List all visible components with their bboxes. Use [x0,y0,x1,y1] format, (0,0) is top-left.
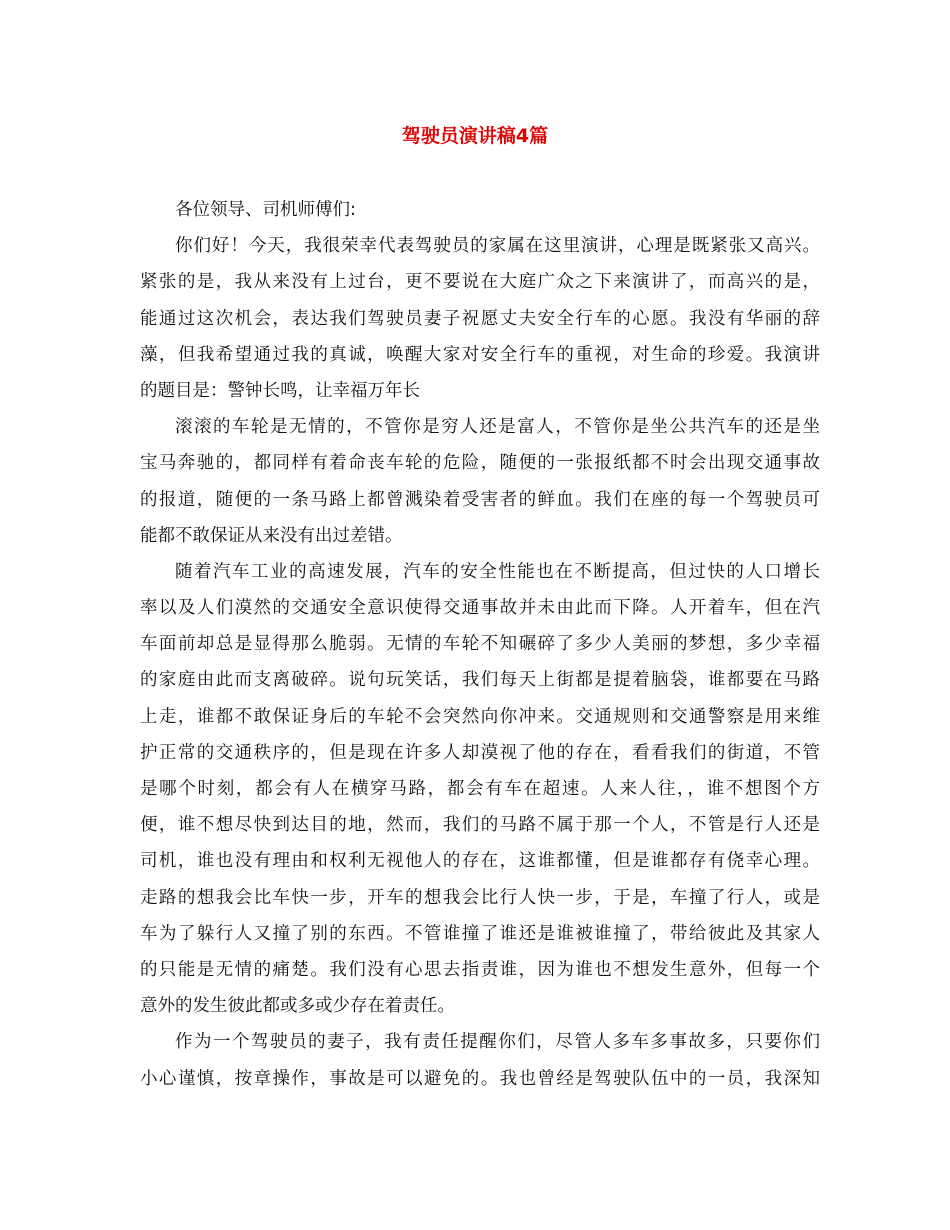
text-line: 车面前却总是显得那么脆弱。无情的车轮不知碾碎了多少人美丽的梦想，多少幸福 [140,634,820,655]
text-line: 能都不敢保证从来没有出过差错。 [140,525,403,546]
text-line: 护正常的交通秩序的，但是现在许多人却漠视了他的存在，看看我们的街道，不管 [140,742,820,763]
text-line: 作为一个驾驶员的妻子，我有责任提醒你们，尽管人多车多事故多，只要你们 [175,1032,820,1053]
text-line: 的报道，随便的一条马路上都曾溅染着受害者的鲜血。我们在座的每一个驾驶员可 [140,489,820,510]
text-line: 的只能是无情的痛楚。我们没有心思去指责谁，因为谁也不想发生意外，但每一个 [140,959,820,980]
text-line: 藻，但我希望通过我的真诚，唤醒大家对安全行车的重视，对生命的珍爱。我演讲 [140,344,820,365]
text-line: 宝马奔驰的，都同样有着命丧车轮的危险，随便的一张报纸都不时会出现交通事故 [140,453,820,474]
text-line: 走路的想我会比车快一步，开车的想我会比行人快一步，于是，车撞了行人，或是 [140,887,820,908]
text-line: 司机，谁也没有理由和权利无视他人的存在，这谁都懂，但是谁都存有侥幸心理。 [140,851,820,872]
document-body [140,192,820,1097]
text-line: 便，谁不想尽快到达目的地，然而，我们的马路不属于那一个人，不管是行人还是 [140,815,820,836]
text-line: 上走，谁都不敢保证身后的车轮不会突然向你冲来。交通规则和交通警察是用来维 [140,706,820,727]
document-title: 驾驶员演讲稿4篇 [401,125,549,147]
text-line: 随着汽车工业的高速发展，汽车的安全性能也在不断提高，但过快的人口增长 [175,561,820,582]
text-line: 车为了躲行人又撞了别的东西。不管谁撞了谁还是谁被谁撞了，带给彼此及其家人 [140,923,820,944]
text-line: 滚滚的车轮是无情的，不管你是穷人还是富人，不管你是坐公共汽车的还是坐 [175,417,820,438]
text-line: 率以及人们漠然的交通安全意识使得交通事故并未由此而下降。人开着车，但在汽 [140,598,820,619]
text-line: 能通过这次机会，表达我们驾驶员妻子祝愿丈夫安全行车的心愿。我没有华丽的辞 [140,308,820,329]
text-line: 各位领导、司机师傅们: [175,200,356,220]
text-line: 小心谨慎，按章操作，事故是可以避免的。我也曾经是驾驶队伍中的一员，我深知 [140,1068,820,1089]
text-line: 紧张的是，我从来没有上过台，更不要说在大庭广众之下来演讲了，而高兴的是， [140,272,820,293]
text-line: 的家庭由此而支离破碎。说句玩笑话，我们每天上街都是提着脑袋，谁都要在马路 [140,670,820,691]
text-line: 的题目是：警钟长鸣，让幸福万年长 [140,380,420,401]
text-line: 你们好！今天，我很荣幸代表驾驶员的家属在这里演讲，心理是既紧张又高兴。 [175,236,820,257]
text-line: 意外的发生彼此都或多或少存在着责任。 [140,996,455,1017]
text-line: 是哪个时刻，都会有人在横穿马路，都会有车在超速。人来人往，，谁不想图个方 [140,779,820,799]
